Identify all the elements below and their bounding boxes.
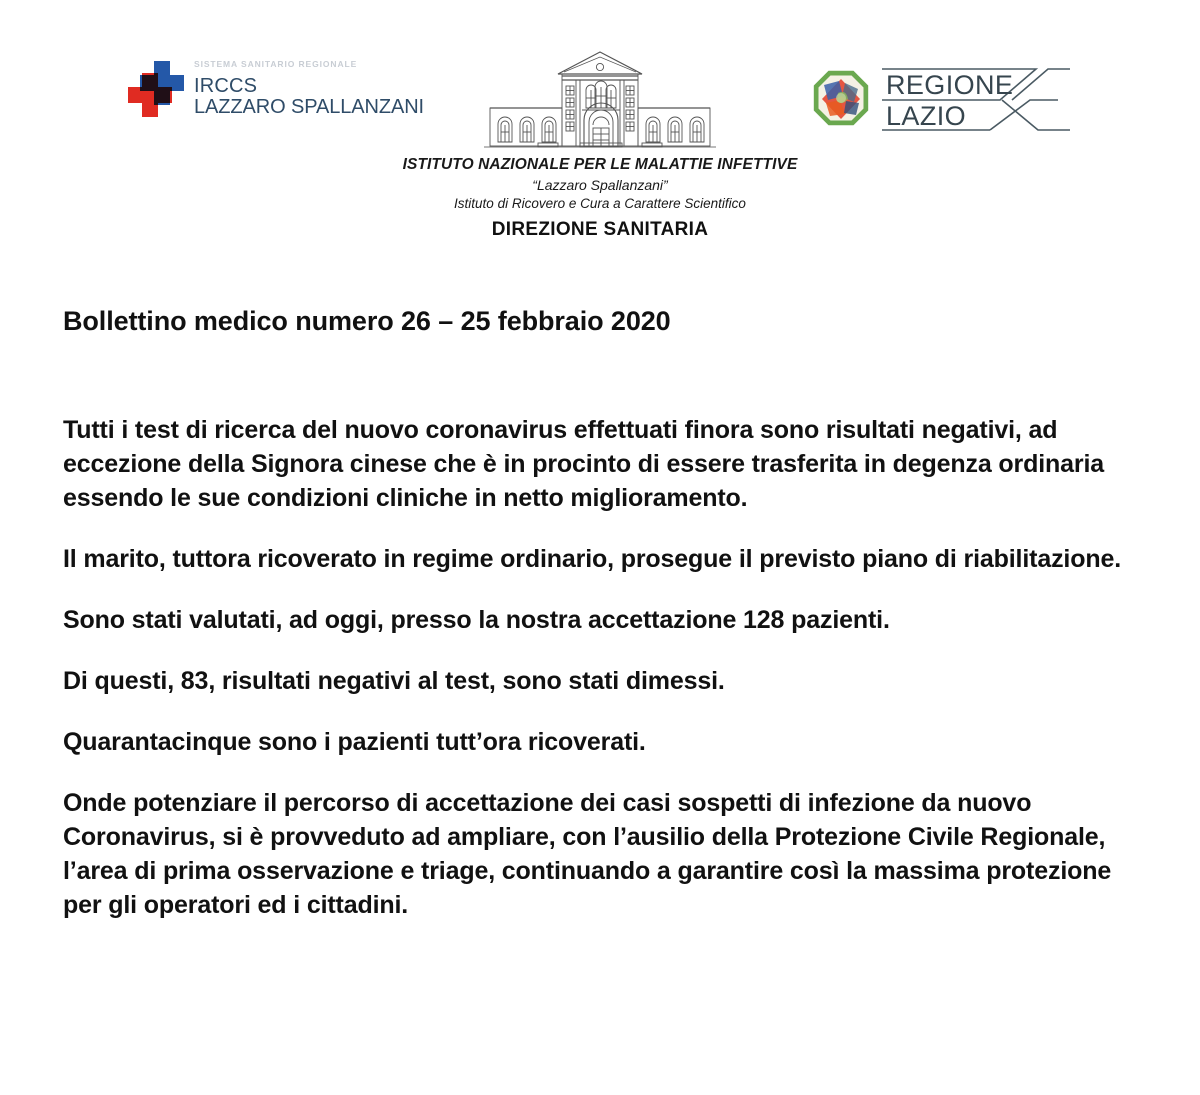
direzione-sanitaria-label: DIREZIONE SANITARIA: [491, 219, 709, 240]
page-title: Bollettino medico numero 26 – 25 febbraio 2020: [63, 306, 671, 336]
regione-lazio-wordmark: [880, 60, 1076, 136]
document-body: [63, 306, 1148, 922]
letterhead: [0, 0, 1200, 250]
regione-lazio-logo: [812, 60, 1076, 136]
lazio-label: LAZIO: [886, 101, 967, 131]
paragraph-patients-hospitalized: Quarantacinque sono i pazienti tutt’ora ricoverati.: [63, 728, 646, 756]
irccs-acronym: IRCCS: [194, 74, 258, 97]
paragraph-triage-expansion: Onde potenziare il percorso di accettazione dei casi sospetti di infezione da nuovo Coronavirus, si è provveduto ad ampliare, con l’ausilio della Protezione Civile Regionale, l’area di prima osservazione e triage, continuando a garantire così la massima protezione per gli operatori ed i cittadini.: [63, 789, 1112, 919]
regione-label: REGIONE: [886, 70, 1014, 100]
spallanzani-building-icon: [476, 46, 724, 150]
regione-lazio-emblem-icon: [812, 69, 870, 127]
irccs-full-name: LAZZARO SPALLANZANI: [194, 96, 425, 119]
paragraph-patients-evaluated: Sono stati valutati, ad oggi, presso la nostra accettazione 128 pazienti.: [63, 606, 890, 634]
institute-subtitle: Istituto di Ricovero e Cura a Carattere Scientifico: [454, 196, 746, 211]
sistema-sanitario-regionale-label: SISTEMA SANITARIO REGIONALE: [194, 59, 358, 69]
institute-eponym: “Lazzaro Spallanzani”: [532, 177, 668, 193]
paragraph-husband-status: Il marito, tuttora ricoverato in regime ordinario, prosegue il previsto piano di riabilitazione.: [63, 545, 1122, 573]
institute-name: ISTITUTO NAZIONALE PER LE MALATTIE INFETTIVE: [402, 156, 798, 173]
paragraph-patients-discharged: Di questi, 83, risultati negativi al test, sono stati dimessi.: [63, 667, 725, 695]
paragraph-test-results: Tutti i test di ricerca del nuovo coronavirus effettuati finora sono risultati negativi, ad eccezione della Signora cinese che è in procinto di essere trasferita in degenza ordinaria essendo le sue condizioni cliniche in netto miglioramento.: [63, 416, 1105, 512]
